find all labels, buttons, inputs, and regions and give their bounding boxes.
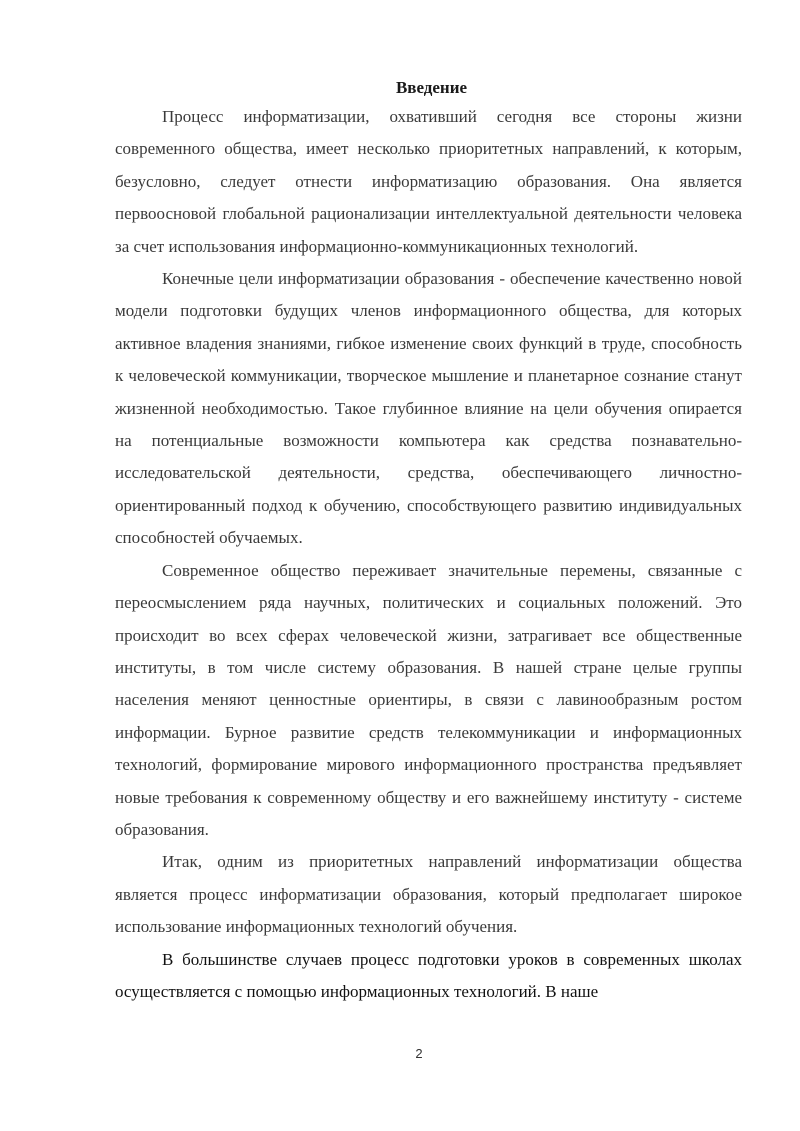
page-content [115, 74, 742, 1008]
paragraph-2: Конечные цели информатизации образования - обеспечение качественно новой модели подготовки будущих членов информационного общества, для которых активное владения знаниями, гибкое изменение своих функций в труде, способность к человеческой коммуникации, творческое мышление и планетарное сознание станут жизненной необходимостью. Такое глубинное влияние на цели обучения опирается на потенциальные возможности компьютера как средства познавательно-исследовательской деятельности, средства, обеспечивающего личностно-ориентированный подход к обучению, способствующего развитию индивидуальных способностей обучаемых. [115, 269, 742, 548]
section-title: Введение [395, 78, 468, 97]
paragraph-5: В большинстве случаев процесс подготовки уроков в современных школах осуществляется с помощью информационных технологий. В наше [115, 949, 742, 1001]
paragraph-1: Процесс информатизации, охвативший сегодня все стороны жизни современного общества, имеет несколько приоритетных направлений, к которым, безусловно, следует отнести информатизацию образования. Она является первоосновой глобальной рационализации интеллектуальной деятельности человека за счет использования информационно-коммуникационных технологий. [115, 107, 742, 256]
paragraph-3: Современное общество переживает значительные перемены, связанные с переосмыслением ряда научных, политических и социальных положений. Это происходит во всех сферах человеческой жизни, затрагивает все общественные институты, в том числе систему образования. В нашей стране целые группы населения меняют ценностные ориентиры, в связи с лавинообразным ростом информации. Бурное развитие средств телекоммуникации и информационных технологий, формирование мирового информационного пространства предъявляет новые требования к современному обществу и его важнейшему институту - системе образования. [115, 560, 742, 839]
page-number: 2 [415, 1046, 423, 1061]
paragraph-4: Итак, одним из приоритетных направлений информатизации общества является процесс информатизации образования, который предполагает широкое использование информационных технологий обучения. [115, 852, 742, 937]
